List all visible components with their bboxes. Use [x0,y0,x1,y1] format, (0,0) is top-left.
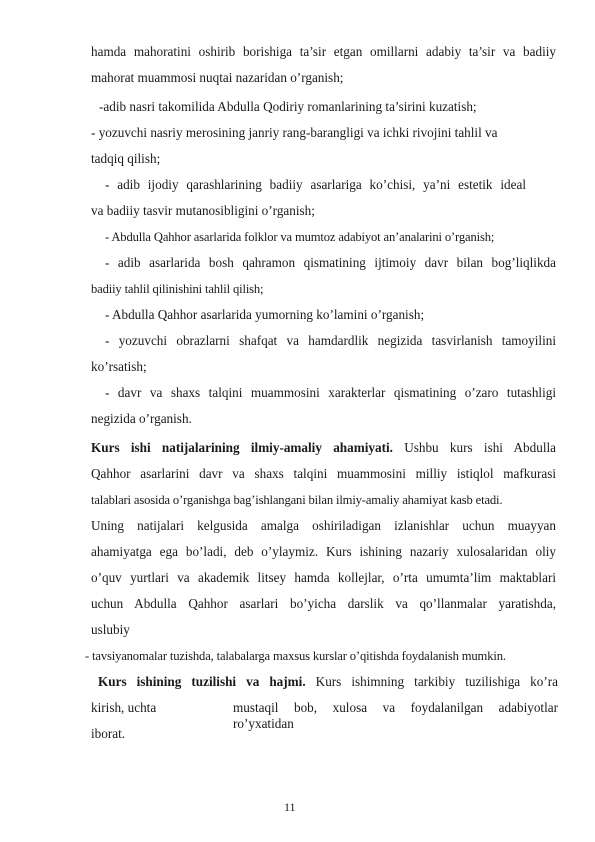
text-span: Kurs ishimning tarkibiy tuzilishiga ko’ra [315,674,559,689]
text-line: Qahhor asarlarini davr va shaxs talqini muammosini milliy istiqlol mafkurasi [91,466,556,481]
text-line: mahorat muammosi nuqtai nazaridan o’rganish; [91,70,344,85]
list-item: - adib ijodiy qarashlarining badiiy asarlariga ko’chisi, ya’ni estetik ideal [105,177,526,192]
section-paragraph-start [98,674,558,690]
text-line: hamda mahoratini oshirib borishiga ta’sir etgan omillarni adabiy ta’sir va badiiy [91,44,556,59]
section-heading: Kurs ishining tuzilishi va hajmi. [98,674,306,689]
text-line: negizida o’rganish. [91,411,192,426]
section-heading: Kurs ishi natijalarining ilmiy-amaliy ahamiyati. [91,440,393,455]
list-item: - Abdulla Qahhor asarlarida folklor va mumtoz adabiyot an’analarini o’rganish; [105,230,495,244]
list-item: -adib nasri takomilida Abdulla Qodiriy romanlarining ta’sirini kuzatish; [99,99,477,114]
page-number: 11 [284,800,296,814]
list-item: - yozuvchi obrazlarni shafqat va hamdardlik negizida tasvirlanish tamoyilini [105,333,556,348]
text-line: uchun Abdulla Qahhor asarlari bo’yicha darslik va qo’llanmalar yaratishda, [91,596,556,611]
text-line: iborat. [91,726,126,741]
text-line: - tavsiyanomalar tuzishda, talabalarga maxsus kurslar o’qitishda foydalanish mumkin. [85,649,506,663]
text-line: va badiiy tasvir mutanosibligini o’rganish; [91,203,315,218]
text-line: talablari asosida o’rganishga bag’ishlangani bilan ilmiy-amaliy ahamiyat kasb etadi. [91,493,503,507]
text-line: mustaqil bob, xulosa va foydalanilgan adabiyotlar ro’yxatidan [233,700,558,731]
section-paragraph-start [91,440,556,456]
text-line: uslubiy [91,622,130,637]
text-line: kirish, uchta [91,700,157,715]
text-line: Uning natijalari kelgusida amalga oshiriladigan izlanishlar uchun muayyan [91,518,556,533]
list-item: - adib asarlarida bosh qahramon qismatining ijtimoiy davr bilan bog’liqlikda [105,255,556,270]
text-span: Ushbu kurs ishi Abdulla [404,440,556,455]
list-item: - davr va shaxs talqini muammosini xarakterlar qismatining o’zaro tutashligi [105,385,556,400]
text-line: tadqiq qilish; [91,151,161,166]
text-line: badiiy tahlil qilinishini tahlil qilish; [91,282,264,296]
text-line: o’quv yurtlari va akademik litsey hamda kollejlar, o’rta umumta’lim maktablari [91,570,556,585]
text-line: ahamiyatga ega bo’ladi, deb o’ylaymiz. Kurs ishining nazariy xulosalaridan oliy [91,544,556,559]
list-item: - Abdulla Qahhor asarlarida yumorning ko’lamini o’rganish; [105,307,425,322]
text-line: ko’rsatish; [91,359,147,374]
list-item: - yozuvchi nasriy merosining janriy rang-barangligi va ichki rivojini tahlil va [91,125,498,140]
